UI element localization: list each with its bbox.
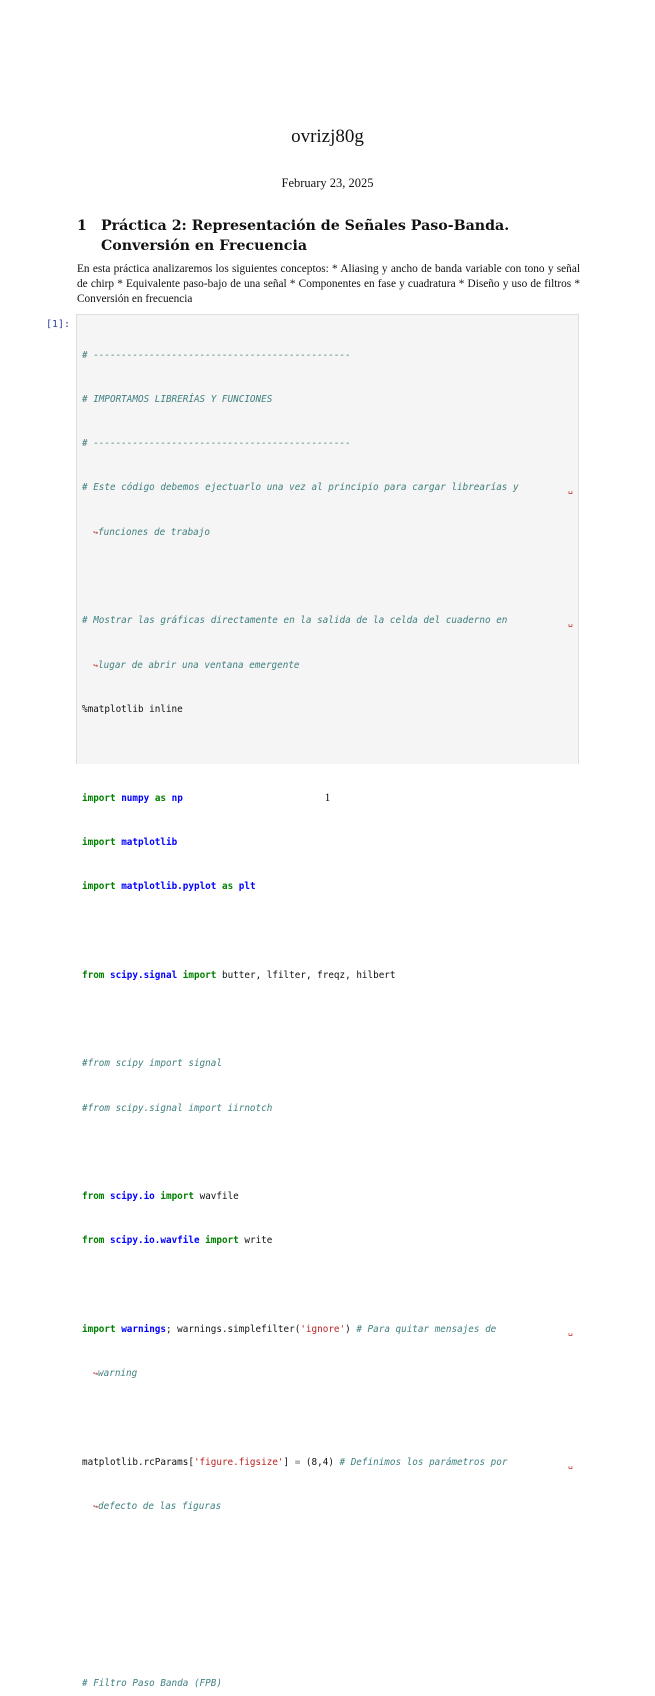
intro-paragraph: En esta práctica analizaremos los siguientes conceptos: * Aliasing y ancho de banda variable con tono y señal de chirp * Equivalente paso-bajo de una señal * Componentes en fase y cuadratura * Diseño y uso de filtros * Conversión en frecuencia bbox=[77, 263, 580, 305]
code-line bbox=[82, 1102, 577, 1117]
code-line bbox=[82, 1677, 577, 1692]
module-name: numpy bbox=[121, 792, 150, 804]
code-line bbox=[82, 570, 577, 585]
keyword: import bbox=[160, 1191, 194, 1203]
comment: # IMPORTAMOS LIBRERÍAS Y FUNCIONES bbox=[82, 393, 273, 405]
section-number: 1 bbox=[77, 218, 87, 234]
module-alias: plt bbox=[238, 881, 256, 893]
code-line bbox=[82, 659, 577, 674]
continuation-icon: ↪ bbox=[93, 527, 99, 537]
keyword: as bbox=[221, 881, 234, 893]
code-line bbox=[82, 1279, 577, 1294]
page-number: 1 bbox=[324, 792, 331, 804]
comment: # Filtro Paso Banda (FPB) bbox=[82, 1678, 222, 1690]
comment: #from scipy.signal import iirnotch bbox=[82, 1102, 273, 1114]
code-line bbox=[82, 526, 577, 541]
code-line bbox=[82, 1190, 577, 1205]
code-line bbox=[82, 1456, 577, 1471]
module-name: scipy.io bbox=[110, 1191, 155, 1203]
code-line bbox=[82, 1057, 577, 1072]
keyword: import bbox=[82, 881, 116, 893]
keyword: from bbox=[82, 1191, 105, 1203]
code-line bbox=[82, 481, 577, 496]
comment: lugar de abrir una ventana emergente bbox=[98, 659, 300, 671]
keyword: from bbox=[82, 969, 105, 981]
comment: warning bbox=[98, 1368, 138, 1380]
cell-prompt: [1]: bbox=[46, 319, 71, 330]
code-line bbox=[82, 1589, 577, 1604]
imported-names: write bbox=[244, 1235, 273, 1247]
comment: # Mostrar las gráficas directamente en la salida de la celda del cuaderno en bbox=[82, 615, 508, 627]
comment: # ---------------------------------------------- bbox=[82, 438, 351, 450]
code-line bbox=[82, 924, 577, 939]
code-line bbox=[82, 1545, 577, 1560]
continuation-icon: ↪ bbox=[93, 660, 99, 670]
imported-names: wavfile bbox=[199, 1191, 239, 1203]
document-date: February 23, 2025 bbox=[281, 176, 374, 190]
line-wrap-icon: ␣ bbox=[568, 485, 573, 495]
keyword: import bbox=[82, 836, 116, 848]
code-line bbox=[82, 1323, 577, 1338]
code-line bbox=[82, 614, 577, 629]
comment: # ---------------------------------------------- bbox=[82, 349, 351, 361]
code-text: ] bbox=[283, 1456, 295, 1468]
code-line bbox=[82, 1633, 577, 1648]
document-title: ovrizj80g bbox=[291, 126, 364, 147]
string-literal: 'ignore' bbox=[300, 1324, 346, 1336]
code-text: ; warnings.simplefilter( bbox=[165, 1324, 301, 1336]
code-editor[interactable] bbox=[82, 319, 577, 1696]
continuation-icon: ↪ bbox=[93, 1502, 99, 1512]
module-alias: np bbox=[171, 792, 183, 804]
code-line bbox=[82, 349, 577, 364]
module-name: matplotlib.pyplot bbox=[121, 881, 217, 893]
keyword: from bbox=[82, 1235, 105, 1247]
module-name: scipy.signal bbox=[110, 969, 178, 981]
code-text: (8,4) bbox=[300, 1456, 340, 1468]
magic-command: %matplotlib inline bbox=[82, 703, 183, 715]
keyword: import bbox=[205, 1235, 239, 1247]
string-literal: 'figure.figsize' bbox=[193, 1456, 284, 1468]
code-line bbox=[82, 747, 577, 762]
keyword: import bbox=[182, 969, 217, 981]
module-name: scipy.io.wavfile bbox=[110, 1235, 200, 1247]
code-line bbox=[82, 393, 577, 408]
code-text: matplotlib.rcParams[ bbox=[82, 1456, 194, 1468]
code-line bbox=[82, 1367, 577, 1382]
section-heading bbox=[77, 216, 582, 256]
comment: # Para quitar mensajes de bbox=[356, 1324, 497, 1336]
imported-names: butter, lfilter, freqz, hilbert bbox=[221, 969, 396, 981]
line-wrap-icon: ␣ bbox=[568, 618, 573, 628]
continuation-icon: ↪ bbox=[93, 1369, 99, 1379]
module-name: matplotlib bbox=[121, 836, 178, 848]
keyword: import bbox=[82, 1324, 116, 1336]
code-line bbox=[82, 1500, 577, 1515]
code-line bbox=[82, 1146, 577, 1161]
code-line bbox=[82, 1234, 577, 1249]
keyword: as bbox=[154, 792, 167, 804]
code-line bbox=[82, 969, 577, 984]
code-line bbox=[82, 1013, 577, 1028]
code-line bbox=[82, 880, 577, 895]
line-wrap-icon: ␣ bbox=[568, 1459, 573, 1469]
code-line bbox=[82, 703, 577, 718]
section-title: Práctica 2: Representación de Señales Paso-Banda. Conversión en Frecuencia bbox=[101, 218, 510, 254]
line-wrap-icon: ␣ bbox=[568, 1327, 573, 1337]
code-line bbox=[82, 437, 577, 452]
keyword: import bbox=[82, 792, 116, 804]
code-cell[interactable] bbox=[76, 314, 579, 1690]
module-name: warnings bbox=[121, 1324, 166, 1336]
code-line bbox=[82, 836, 577, 851]
comment: funciones de trabajo bbox=[98, 526, 210, 538]
comment: defecto de las figuras bbox=[98, 1501, 222, 1513]
comment: # Definimos los parámetros por bbox=[339, 1456, 508, 1468]
comment: # Este código debemos ejectuarlo una vez al principio para cargar librearías y bbox=[82, 482, 519, 494]
comment: #from scipy import signal bbox=[82, 1058, 222, 1070]
operator: = bbox=[294, 1456, 301, 1468]
code-text: ) bbox=[345, 1324, 351, 1336]
code-line bbox=[82, 1412, 577, 1427]
